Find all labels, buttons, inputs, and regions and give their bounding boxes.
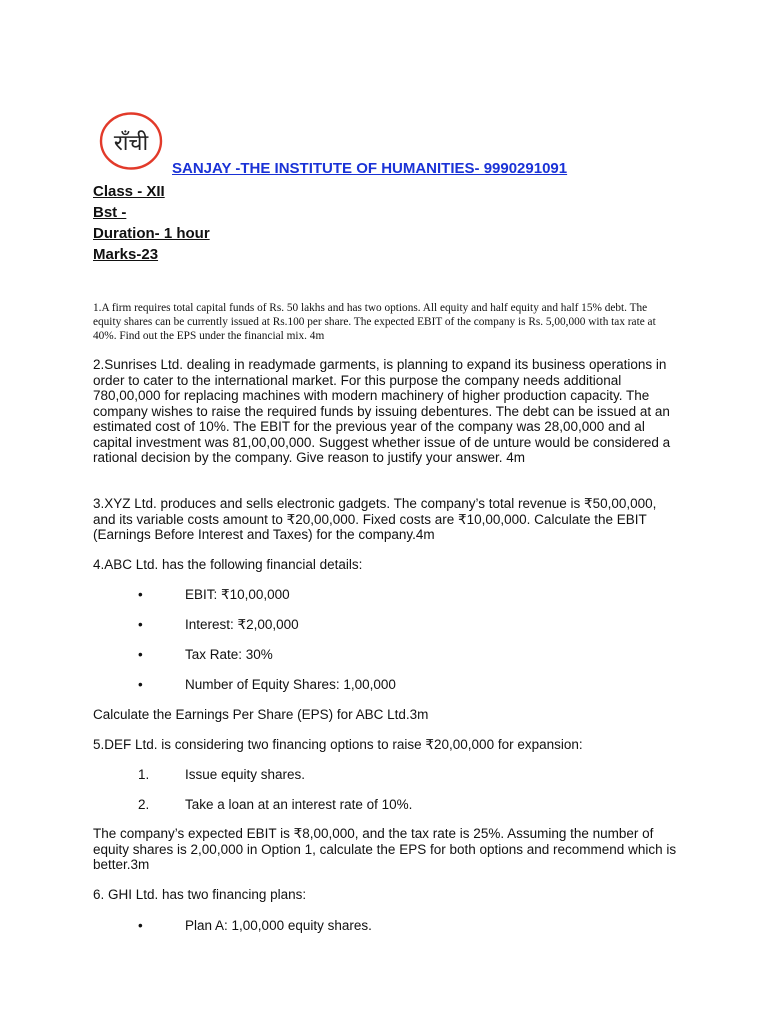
question-2: 2.Sunrises Ltd. dealing in readymade garments, is planning to expand its business operations in order to cater to the international market. For this purpose the company needs additional 780,00,000 for replacing machines with modern machinery of higher production capacity. The company wishes to raise the required funds by issuing debentures. The debt can be issued at an estimated cost of 10%. The EBIT for the previous year of the company was 28,00,000 and al capital investment was 81,00,00,000. Suggest whether issue of de unture would be considered a rational decision by the company. Give reason to justify your answer. 4m xyxy=(93,357,671,465)
q5-option-loan: Take a loan at an interest rate of 10%. xyxy=(185,797,413,812)
q4-item-ebit: EBIT: ₹10,00,000 xyxy=(185,587,290,602)
q4-item-equity-shares: Number of Equity Shares: 1,00,000 xyxy=(185,677,396,692)
question-3: 3.XYZ Ltd. produces and sells electronic gadgets. The company’s total revenue is ₹50,00,000, and its variable costs amount to ₹20,00,000. Fixed costs are ₹10,00,000. Calculate the EBIT (Earnings Before Interest and Taxes) for the company.4m xyxy=(93,496,657,542)
institute-logo xyxy=(98,110,164,172)
question-5-closing: The company’s expected EBIT is ₹8,00,000, and the tax rate is 25%. Assuming the number of equity shares is 2,00,000 in Option 1, calculate the EPS for both options and recommend which is better.3m xyxy=(93,826,677,872)
marks-line: Marks-23 xyxy=(93,246,159,263)
institute-title: SANJAY -THE INSTITUTE OF HUMANITIES- 9990291091 xyxy=(172,160,568,177)
bullet-marker: • xyxy=(138,617,143,632)
q4-item-interest: Interest: ₹2,00,000 xyxy=(185,617,299,632)
subject-line: Bst - xyxy=(93,204,127,221)
q5-option-equity: Issue equity shares. xyxy=(185,767,306,782)
q4-item-tax-rate: Tax Rate: 30% xyxy=(185,647,273,662)
class-line: Class - XII xyxy=(93,183,165,200)
question-4-intro: 4.ABC Ltd. has the following financial details: xyxy=(93,557,363,572)
question-5-intro: 5.DEF Ltd. is considering two financing options to raise ₹20,00,000 for expansion: xyxy=(93,737,583,752)
question-6-intro: 6. GHI Ltd. has two financing plans: xyxy=(93,887,307,902)
duration-line: Duration- 1 hour xyxy=(93,225,210,242)
bullet-marker: • xyxy=(138,587,143,602)
option-number: 2. xyxy=(138,797,150,812)
option-number: 1. xyxy=(138,767,150,782)
logo-text: राँची xyxy=(113,131,149,156)
bullet-marker: • xyxy=(138,677,143,692)
bullet-marker: • xyxy=(138,918,143,933)
q6-item-plan-a: Plan A: 1,00,000 equity shares. xyxy=(185,918,372,933)
question-1: 1.A firm requires total capital funds of Rs. 50 lakhs and has two options. All equity and half equity and half 15% debt. The equity shares can be currently issued at Rs.100 per share. The expected EBIT of the company is Rs. 5,00,000 with tax rate at 40%. Find out the EPS under the financial mix. 4m xyxy=(93,302,656,342)
bullet-marker: • xyxy=(138,647,143,662)
question-4-closing: Calculate the Earnings Per Share (EPS) for ABC Ltd.3m xyxy=(93,707,429,722)
